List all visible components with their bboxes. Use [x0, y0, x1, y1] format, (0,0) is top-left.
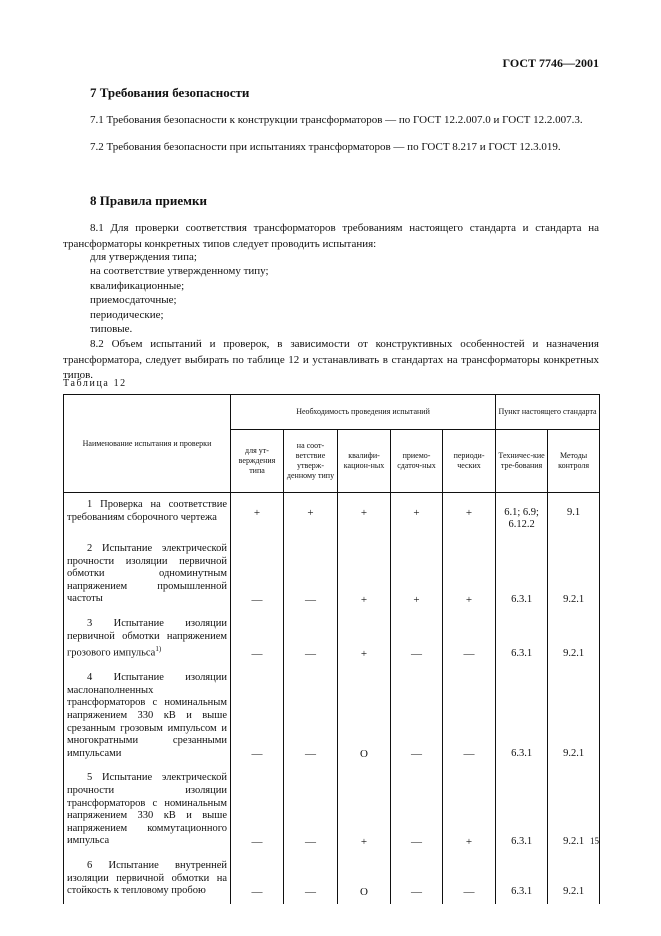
cell-tech-ref: 6.3.1	[496, 612, 548, 666]
cell-method-ref: 9.2.1	[548, 537, 600, 612]
cell-tech-ref: 6.1; 6.9; 6.12.2	[496, 493, 548, 538]
list-item: типовые.	[90, 323, 133, 335]
cell-method-ref: 9.2.1	[548, 854, 600, 904]
section-7-title: 7 Требования безопасности	[90, 85, 250, 100]
standard-header: ГОСТ 7746—2001	[502, 56, 599, 70]
paragraph-7-2: 7.2 Требования безопасности при испытаниях трансформаторов — по ГОСТ 8.217 и ГОСТ 12.3.019.	[90, 141, 561, 153]
table-12	[63, 394, 600, 904]
row-name: 1 Проверка на соответствие требованиям сборочного чертежа	[64, 493, 231, 538]
paragraph-8-1: 8.1 Для проверки соответствия трансформаторов требованиям настоящего стандарта и стандарта на трансформаторы конкретных типов следует проводить испытания:	[63, 222, 599, 250]
cell-mark: —	[443, 612, 496, 666]
section-8-title: 8 Правила приемки	[90, 193, 207, 208]
table-row	[64, 666, 600, 766]
footnote-marker: 1)	[155, 645, 162, 654]
header-qualification: квалифи-кацион-ных	[338, 430, 391, 493]
header-acceptance: приемо-сдаточ-ных	[391, 430, 443, 493]
table-caption: Таблица 12	[63, 378, 127, 389]
cell-method-ref: 9.2.1	[548, 666, 600, 766]
cell-mark: +	[391, 537, 443, 612]
row-name: 3 Испытание изоляции первичной обмотки напряжением грозового импульса$^{1)}$	[64, 612, 231, 666]
table-row	[64, 854, 600, 904]
cell-mark: —	[391, 612, 443, 666]
cell-mark: —	[443, 854, 496, 904]
header-tests-needed: Необходимость проведения испытаний	[231, 395, 496, 430]
cell-mark: —	[284, 766, 338, 854]
list-item: приемосдаточные;	[90, 294, 177, 306]
cell-mark: +	[284, 493, 338, 538]
cell-mark: +	[338, 612, 391, 666]
cell-mark: +	[443, 766, 496, 854]
table-row	[64, 493, 600, 538]
header-test-name: Наименование испытания и проверки	[64, 395, 231, 493]
table-row	[64, 537, 600, 612]
cell-mark: —	[284, 612, 338, 666]
header-technical-requirements: Техничес-кие тре-бования	[496, 430, 548, 493]
cell-method-ref: 9.1	[548, 493, 600, 538]
cell-mark: —	[443, 666, 496, 766]
cell-mark: —	[391, 666, 443, 766]
row-name: 6 Испытание внутренней изоляции первичной обмотки на стойкость к тепловому пробою	[64, 854, 231, 904]
cell-tech-ref: 6.3.1	[496, 766, 548, 854]
list-item: для утверждения типа;	[90, 251, 197, 263]
cell-mark: О	[338, 666, 391, 766]
header-type-approval: для ут-верждения типа	[231, 430, 284, 493]
cell-mark: +	[443, 493, 496, 538]
header-clause: Пункт настоящего стандарта	[496, 395, 600, 430]
header-periodic: периоди-ческих	[443, 430, 496, 493]
row-name: 4 Испытание изоляции маслонаполненных трансформаторов с номинальным напряжением 330 кВ и выше срезанным грозовым импульсом и многократными срезанными импульсами	[64, 666, 231, 766]
header-type-compliance: на соот-ветствие утверж-денному типу	[284, 430, 338, 493]
cell-mark: —	[231, 854, 284, 904]
cell-mark: —	[231, 666, 284, 766]
cell-mark: О	[338, 854, 391, 904]
cell-mark: —	[231, 612, 284, 666]
cell-mark: —	[284, 537, 338, 612]
cell-tech-ref: 6.3.1	[496, 854, 548, 904]
cell-mark: +	[231, 493, 284, 538]
cell-mark: —	[284, 854, 338, 904]
cell-mark: —	[391, 766, 443, 854]
cell-mark: +	[443, 537, 496, 612]
cell-method-ref: 9.2.1	[548, 766, 600, 854]
list-item: квалификационные;	[90, 280, 185, 292]
page-number: 15	[590, 836, 599, 846]
cell-mark: +	[338, 766, 391, 854]
cell-tech-ref: 6.3.1	[496, 666, 548, 766]
header-control-methods: Методы контроля	[548, 430, 600, 493]
cell-mark: +	[338, 493, 391, 538]
cell-mark: —	[391, 854, 443, 904]
cell-mark: +	[391, 493, 443, 538]
cell-mark: —	[284, 666, 338, 766]
row-name: 2 Испытание электрической прочности изоляции первичной обмотки одноминутным напряжением промышленной частоты	[64, 537, 231, 612]
list-item: периодические;	[90, 309, 164, 321]
cell-mark: —	[231, 537, 284, 612]
paragraph-8-2: 8.2 Объем испытаний и проверок, в зависимости от конструктивных особенностей и назначения трансформатора, следует выбирать по таблице 12 и устанавливать в стандартах на трансформаторы конкретных типов.	[63, 338, 599, 381]
cell-mark: —	[231, 766, 284, 854]
cell-mark: +	[338, 537, 391, 612]
cell-method-ref: 9.2.1	[548, 612, 600, 666]
cell-tech-ref: 6.3.1	[496, 537, 548, 612]
row-name: 5 Испытание электрической прочности изоляции трансформаторов с номинальным напряжением 330 кВ и выше напряжением коммутационного импульса	[64, 766, 231, 854]
list-item: на соответствие утвержденному типу;	[90, 265, 269, 277]
table-row	[64, 766, 600, 854]
paragraph-7-1: 7.1 Требования безопасности к конструкции трансформаторов — по ГОСТ 12.2.007.0 и ГОСТ 12.2.007.3.	[90, 114, 583, 126]
table-row	[64, 612, 600, 666]
